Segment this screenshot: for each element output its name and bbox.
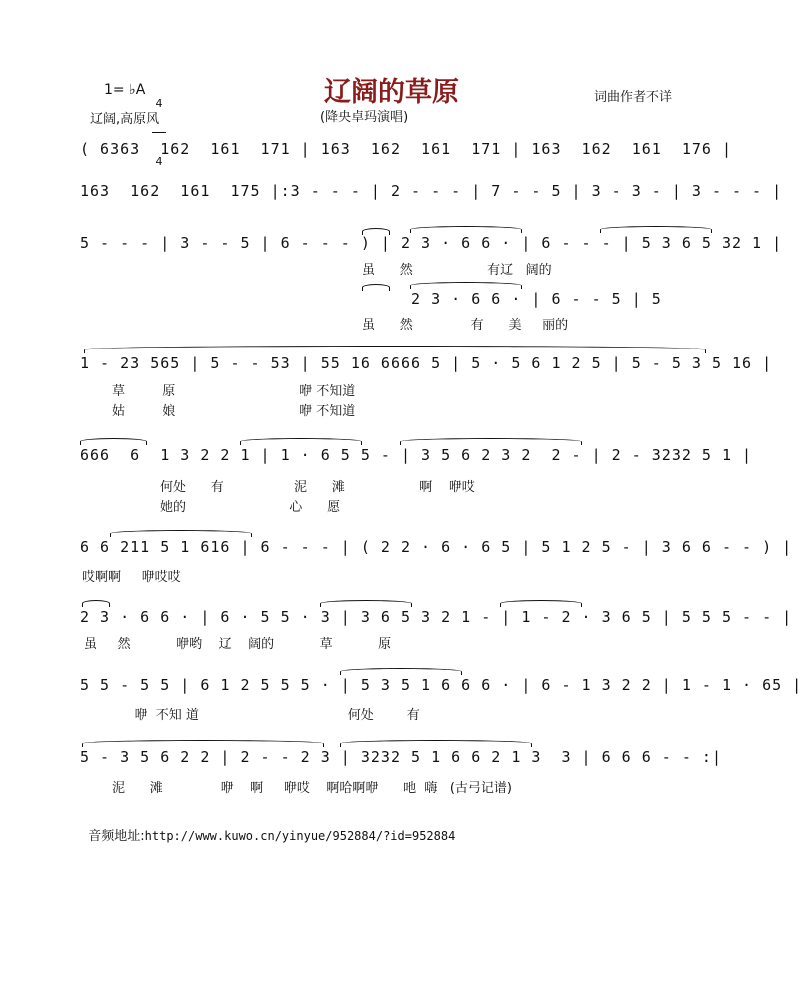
slur-mark [82,740,324,747]
score-notes: 2 3 · 6 6 · | 6 - - 5 | 5 [80,290,662,308]
score-notes: 5 - 3 5 6 2 2 | 2 - - 2 3 | 3232 5 1 6 6 2 1 3 3 | 6 6 6 - - :| [80,748,722,766]
lyrics: 她的 心 愿 [160,500,341,515]
score-notes: 5 - - - | 3 - - 5 | 6 - - - ) | 2 3 · 6 6 · | 6 - - - | 5 3 6 5 32 1 | [80,234,783,252]
slur-mark [340,740,532,747]
slur-mark [80,438,147,445]
lyrics: 哎啊啊 咿哎哎 [82,570,181,585]
slur-mark [362,228,390,235]
lyrics: 虽 然 有辽 阔的 [362,263,552,278]
lyrics: 虽 然 有 美 丽的 [362,318,569,333]
audio-label: 音频地址: [88,829,145,844]
lyrics: 草 原 咿 不知道 [112,384,356,399]
score-notes: 1 - 23 565 | 5 - - 53 | 55 16 6666 5 | 5 · 5 6 1 2 5 | 5 - 5 3 5 16 | [80,354,773,372]
time-signature [152,76,166,178]
slur-mark [362,284,390,291]
lyrics: 咿 不知 道 何处 有 [118,708,420,723]
slur-mark [82,600,110,607]
score-notes: 2 3 · 6 6 · | 6 · 5 5 · 3 | 3 6 5 3 2 1 - | 1 - 2 · 3 6 5 | 5 5 5 - - | [80,608,793,626]
lyrics: 姑 娘 咿 不知道 [112,404,356,419]
performer-subtitle: (降央卓玛演唱) [320,110,409,125]
composer-credit: 词曲作者不详 [594,90,673,105]
slur-mark [340,668,462,675]
score-notes: ( 6363 162 161 171 | 163 162 161 171 | 163 162 161 176 | [80,140,732,158]
audio-link-line [80,810,455,844]
time-signature-top: 4 [155,97,163,110]
time-signature-bottom: 4 [155,155,163,168]
score-notes: 5 5 - 5 5 | 6 1 2 5 5 5 · | 5 3 5 1 6 6 6 · | 6 - 1 3 2 2 | 1 - 1 · 65 | [80,676,802,694]
lyrics: 虽 然 咿哟 辽 阔的 草 原 [84,637,392,652]
style-marking: 辽阔,高原风 [90,112,160,127]
song-title: 辽阔的草原 [324,77,459,108]
score-notes: 163 162 161 175 |:3 - - - | 2 - - - | 7 - - 5 | 3 - 3 - | 3 - - - | [80,182,783,200]
slur-mark [110,530,252,537]
lyrics: 泥 滩 咿 啊 咿哎 啊哈啊咿 吔 嗨 (古弓记谱) [112,781,512,796]
slur-mark [84,346,706,353]
lyrics: 何处 有 泥 滩 啊 咿哎 [160,480,475,495]
slur-mark [410,282,522,289]
slur-mark [400,438,582,445]
audio-url[interactable]: http://www.kuwo.cn/yinyue/952884/?id=952884 [144,829,456,843]
slur-mark [600,226,712,233]
slur-mark [500,600,582,607]
key-signature: 1= ♭A [104,82,146,98]
slur-mark [240,438,362,445]
score-notes: 666 6 1 3 2 2 1 | 1 · 6 5 5 - | 3 5 6 2 3 2 2 - | 2 - 3232 5 1 | [80,446,753,464]
score-notes: 6 6 211 5 1 616 | 6 - - - | ( 2 2 · 6 · 6 5 | 5 1 2 5 - | 3 6 6 - - ) | [80,538,793,556]
slur-mark [320,600,412,607]
slur-mark [410,226,522,233]
